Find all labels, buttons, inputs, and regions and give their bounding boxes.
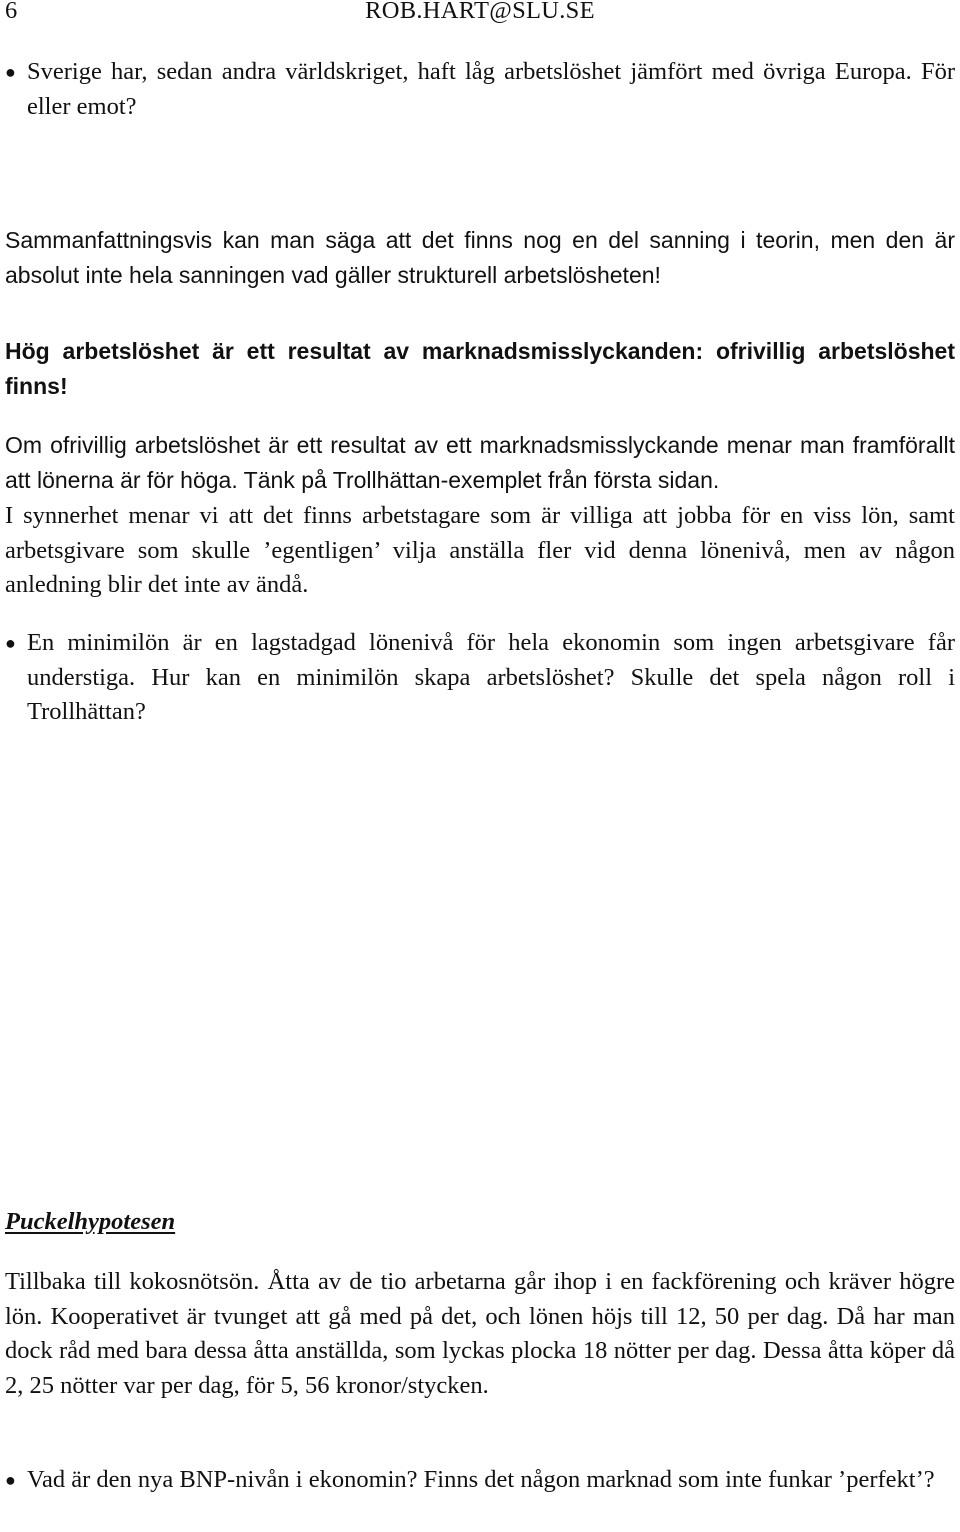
bullet-item-2 xyxy=(5,626,955,730)
bullet-icon: ● xyxy=(5,62,16,82)
bullet-icon: ● xyxy=(5,1470,16,1490)
running-head: ROB.HART@SLU.SE xyxy=(365,0,595,24)
bullet-item-3 xyxy=(5,1463,955,1498)
bullet-item-1-text: Sverige har, sedan andra världskriget, haft låg arbetslöshet jämfört med övriga Europa. För eller emot? xyxy=(27,58,955,120)
paragraph-2: I synnerhet menar vi att det finns arbetstagare som är villiga att jobba för en viss lön, samt arbetsgivare som skulle ’egentligen’ vilja anställa fler vid denna lönenivå, men av någon anledning blir det inte av ändå. xyxy=(5,502,955,598)
bullet-item-2-text: En minimilön är en lagstadgad lönenivå för hela ekonomin som ingen arbetsgivare får understiga. Hur kan en minimilön skapa arbetslöshet? Skulle det spela någon roll i Trollhättan? xyxy=(27,629,955,725)
bullet-item-3-text: Vad är den nya BNP-nivån i ekonomin? Finns det någon marknad som inte funkar ’perfekt’? xyxy=(27,1466,935,1493)
paragraph-1: Om ofrivillig arbetslöshet är ett resultat av ett marknadsmisslyckande menar man framförallt att lönerna är för höga. Tänk på Trollhättan-exemplet från första sidan. xyxy=(5,432,955,493)
section-title: Puckelhypotesen xyxy=(5,1208,176,1235)
bullet-item-1 xyxy=(5,55,955,124)
page-number: 6 xyxy=(5,0,18,24)
paragraph-3: Tillbaka till kokosnötsön. Åtta av de tio arbetarna går ihop i en fackförening och kräver högre lön. Kooperativet är tvunget att gå med på det, och lönen höjs till 12, 50 per dag. Då har man dock råd med bara dessa åtta anställda, som lyckas plocka 18 nötter per dag. Dessa åtta köper då 2, 25 nötter var per dag, för 5, 56 kronor/stycken. xyxy=(5,1268,955,1399)
bold-heading: Hög arbetslöshet är ett resultat av marknadsmisslyckanden: ofrivillig arbetslöshet finns! xyxy=(5,338,955,399)
bullet-icon: ● xyxy=(5,633,16,653)
summary-paragraph: Sammanfattningsvis kan man säga att det finns nog en del sanning i teorin, men den är absolut inte hela sanningen vad gäller strukturell arbetslösheten! xyxy=(5,227,955,288)
